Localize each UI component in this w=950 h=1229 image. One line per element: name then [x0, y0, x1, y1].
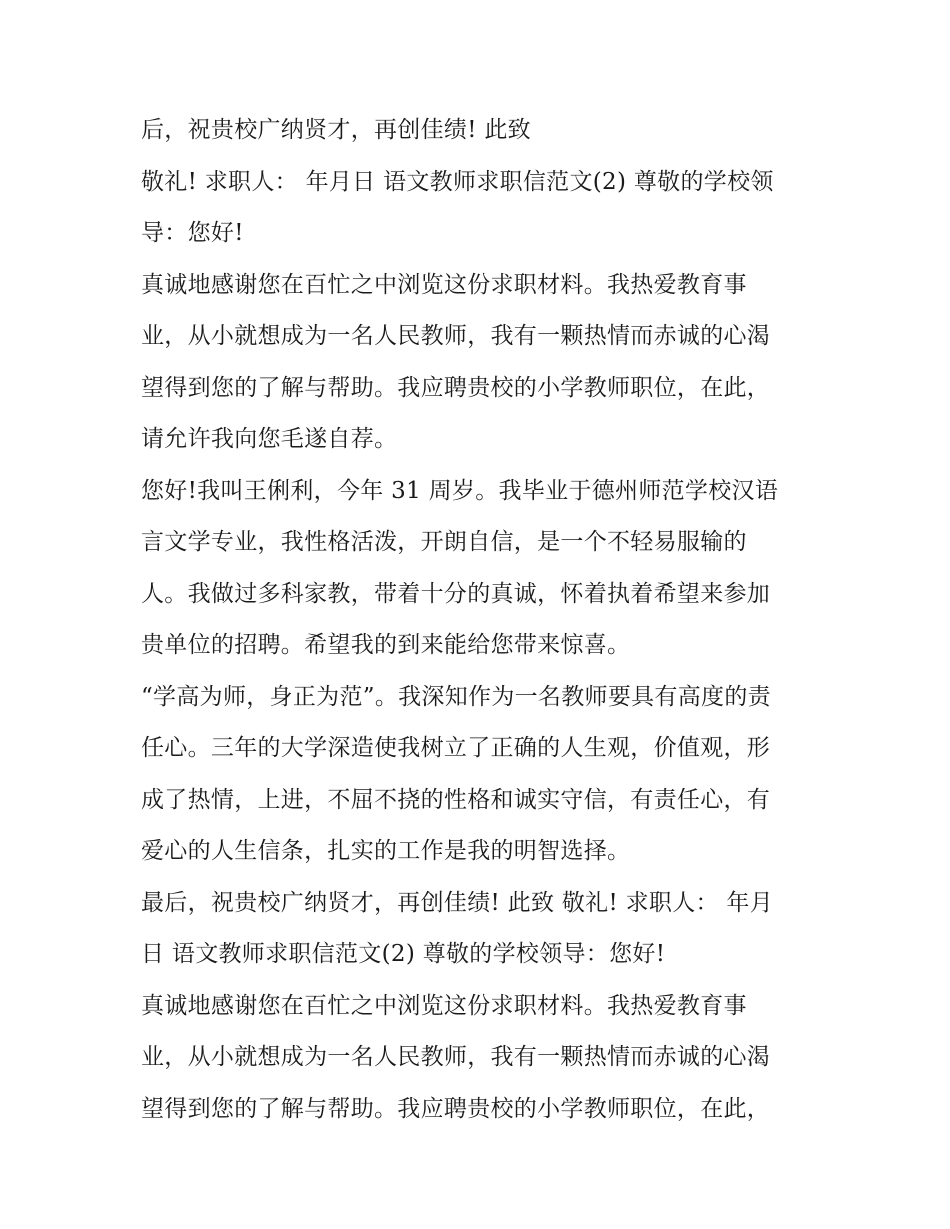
text-line: 后，祝贵校广纳贤才，再创佳绩! 此致 [141, 117, 531, 143]
text-line: 日 语文教师求职信范文(2) 尊敬的学校领导：您好! [141, 941, 666, 967]
text-line: 您好!我叫王俐利，今年 31 周岁。我毕业于德州师范学校汉语 [141, 477, 779, 504]
text-line: 业，从小就想成为一名人民教师，我有一颗热情而赤诚的心渴 [141, 1044, 771, 1070]
text-line: 最后，祝贵校广纳贤才，再创佳绩! 此致 敬礼! 求职人： 年月 [141, 889, 774, 916]
text-line: 请允许我向您毛遂自荐。 [141, 426, 398, 452]
text-line: 导：您好! [141, 220, 244, 246]
text-line: 望得到您的了解与帮助。我应聘贵校的小学教师职位，在此， [141, 374, 771, 401]
text-line: 贵单位的招聘。希望我的到来能给您带来惊喜。 [141, 632, 631, 658]
text-line: 成了热情，上进，不屈不挠的性格和诚实守信，有责任心，有 [141, 786, 771, 813]
text-line: 言文学专业，我性格活泼，开朗自信，是一个不轻易服输的 [141, 529, 747, 555]
text-line: 真诚地感谢您在百忙之中浏览这份求职材料。我热爱教育事 [141, 992, 747, 1019]
text-line: “学高为师，身正为范”。我深知作为一名教师要具有高度的责 [141, 683, 771, 710]
text-line: 敬礼! 求职人： 年月日 语文教师求职信范文(2) 尊敬的学校领 [141, 168, 774, 195]
text-line: 望得到您的了解与帮助。我应聘贵校的小学教师职位，在此， [141, 1095, 771, 1122]
text-line: 真诚地感谢您在百忙之中浏览这份求职材料。我热爱教育事 [141, 271, 747, 298]
text-line: 人。我做过多科家教，带着十分的真诚，怀着执着希望来参加 [141, 580, 771, 607]
text-line: 业，从小就想成为一名人民教师，我有一颗热情而赤诚的心渴 [141, 323, 771, 349]
body-text [141, 108, 821, 1138]
text-line: 爱心的人生信条，扎实的工作是我的明智选择。 [141, 838, 631, 864]
text-line: 任心。三年的大学深造使我树立了正确的人生观，价值观，形 [141, 735, 771, 761]
